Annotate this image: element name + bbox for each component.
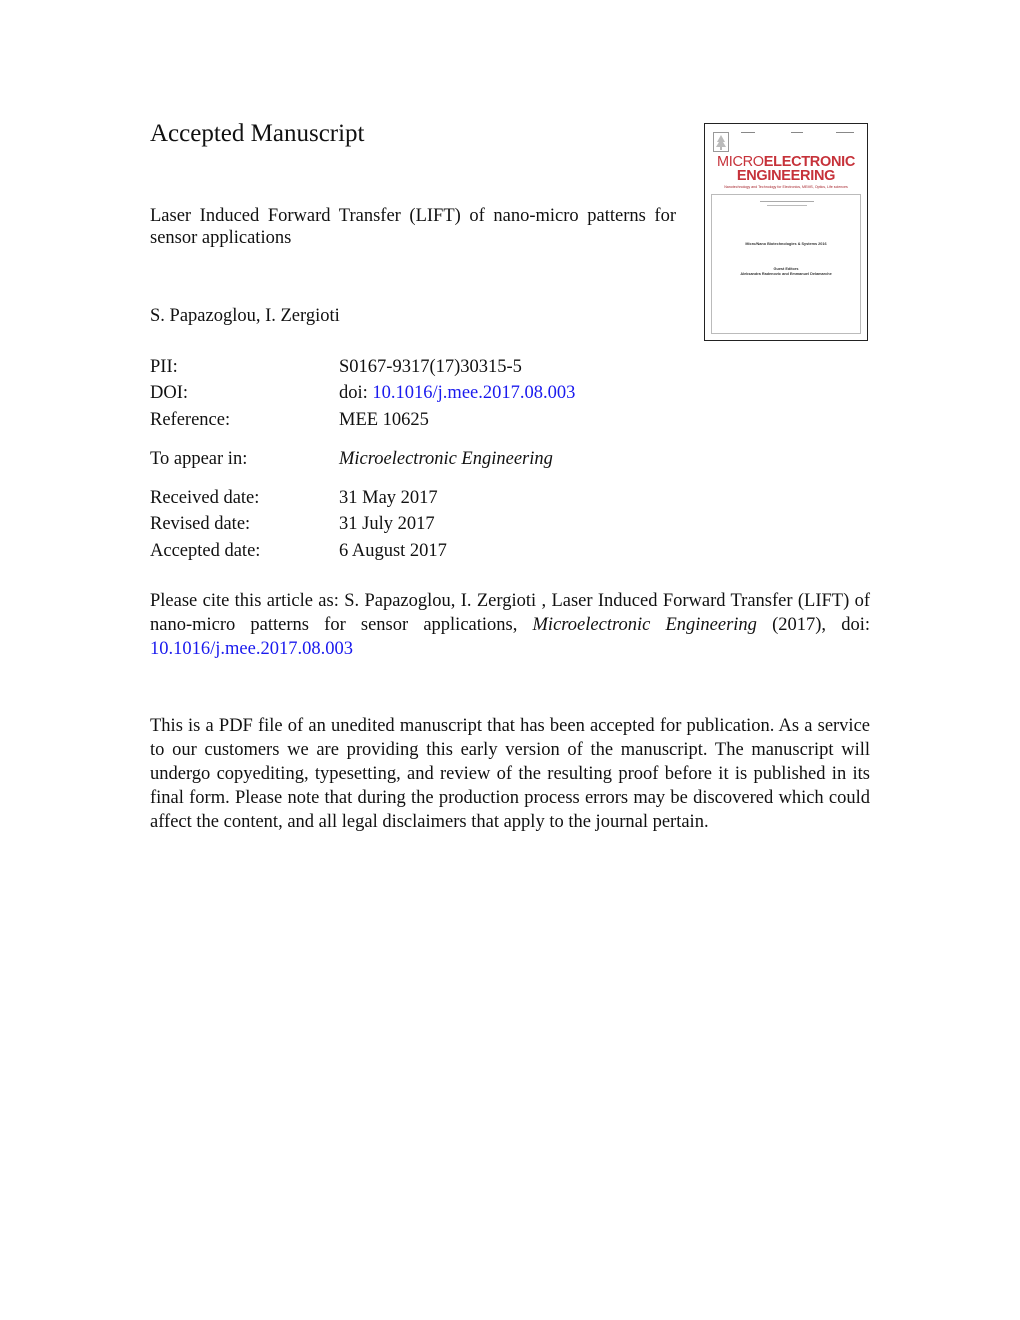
meta-revised [150, 513, 435, 535]
meta-doi-link[interactable]: 10.1016/j.mee.2017.08.003 [372, 383, 576, 403]
cover-editor-names: Aleksandra Radenovic and Emmanuel Delamarche [740, 272, 832, 276]
article-authors: S. Papazoglou, I. Zergioti [150, 306, 340, 326]
meta-received-value: 31 May 2017 [339, 488, 438, 508]
citation-doi-link[interactable]: 10.1016/j.mee.2017.08.003 [150, 639, 353, 659]
cover-mast-bold: ELECTRONIC [763, 154, 856, 170]
meta-accepted-value: 6 August 2017 [339, 541, 447, 561]
cover-inner-box [711, 194, 861, 334]
cover-mast-light: MICRO [716, 154, 764, 170]
disclaimer-paragraph: This is a PDF file of an unedited manuscript that has been accepted for publication. As a service to our customers we are providing this early version of the manuscript. The manuscript will undergo copyediting, typesetting, and review of the resulting proof before it is published in its final form. Please note that during the production process errors may be discovered which could affect the content, and all legal disclaimers that apply to the journal pertain. [150, 716, 870, 832]
meta-doi [150, 382, 575, 404]
meta-doi-prefix: doi: [339, 383, 373, 403]
journal-cover-image [704, 123, 868, 341]
cover-fine-print [712, 199, 862, 213]
meta-to-appear-label: To appear in: [150, 449, 248, 469]
citation-text-1: Please cite this article as: S. Papazoglou, I. Zergioti , Laser Induced Forward Transfer (LIFT) of nano-micro patterns for sensor applications, [150, 591, 870, 635]
meta-pii-label: PII: [150, 357, 178, 377]
meta-reference [150, 409, 429, 431]
meta-revised-label: Revised date: [150, 514, 251, 534]
meta-revised-value: 31 July 2017 [339, 514, 435, 534]
meta-pii [150, 356, 522, 378]
article-title: Laser Induced Forward Transfer (LIFT) of nano-micro patterns for sensor applications [150, 206, 676, 248]
cover-special-issue: Micro/Nano Biotechnologies & Systems 2016 [745, 242, 827, 246]
page-heading: Accepted Manuscript [150, 120, 365, 147]
cover-masthead [709, 155, 863, 183]
meta-received-label: Received date: [150, 488, 260, 508]
cover-subtitle: Nanotechnology and Technology for Electronics, MEMS, Optics, Life sciences [724, 185, 848, 189]
meta-doi-label: DOI: [150, 383, 189, 403]
cover-header-line [711, 130, 861, 144]
meta-reference-value: MEE 10625 [339, 410, 429, 430]
citation-journal: Microelectronic Engineering [532, 615, 757, 635]
cover-mast-line2: ENGINEERING [736, 168, 836, 184]
cover-guest-editors-label: Guest Editors [773, 267, 799, 271]
meta-reference-label: Reference: [150, 410, 231, 430]
meta-pii-value: S0167-9317(17)30315-5 [339, 357, 522, 377]
meta-to-appear [150, 448, 553, 470]
meta-to-appear-value: Microelectronic Engineering [339, 449, 553, 469]
meta-accepted [150, 540, 447, 562]
citation-text-2: (2017), doi: [756, 615, 870, 635]
meta-accepted-label: Accepted date: [150, 541, 261, 561]
citation-paragraph [150, 589, 870, 661]
meta-received [150, 487, 438, 509]
